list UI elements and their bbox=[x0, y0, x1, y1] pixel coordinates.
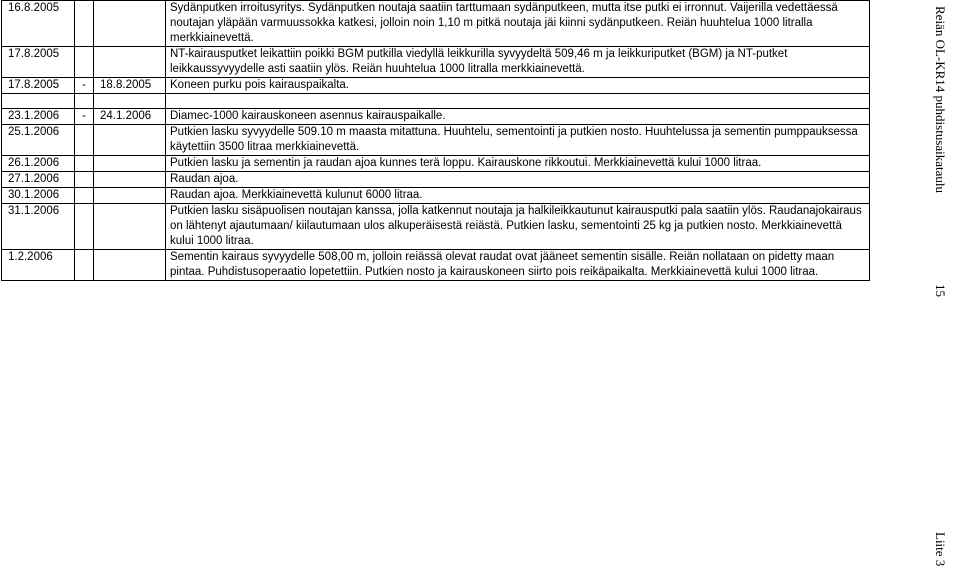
range-separator-cell bbox=[75, 47, 94, 78]
table-row bbox=[2, 172, 870, 188]
range-separator-cell bbox=[75, 204, 94, 250]
description-cell: Diamec-1000 kairauskoneen asennus kairauspaikalle. bbox=[166, 109, 870, 125]
description-cell: Raudan ajoa. Merkkiainevettä kulunut 6000 litraa. bbox=[166, 188, 870, 204]
description-cell: NT-kairausputket leikattiin poikki BGM putkilla viedyllä leikkurilla syvyydeltä 509,46 m ja leikkuriputket (BGM) ja NT-putket leikkaussyvyydelle asti saatiin ylös. Reiän huuhtelua 1000 litralla merkkiainevettä. bbox=[166, 47, 870, 78]
end-date-cell bbox=[94, 250, 166, 281]
range-separator-cell bbox=[75, 172, 94, 188]
description-cell: Putkien lasku sisäpuolisen noutajan kanssa, jolla katkennut noutaja ja halkileikkautunut kairausputki pala saatiin ylös. Raudanajokairaus on lähtenyt ajautumaan/ kiilautumaan ulos alkuperäisestä reiästä. Putkien lasku, sementointi 25 kg ja putkien nosto. Merkkiainevettä kului 1000 litraa. bbox=[166, 204, 870, 250]
description-cell: Sementin kairaus syvyydelle 508,00 m, jolloin reiässä olevat raudat ovat jääneet sementin sisälle. Reiän nollataan on pidetty maan pintaa. Puhdistusoperaatio lopetettiin. Putkien nosto ja kairauskoneen siirto pois reikäpaikalta. Merkkiainevettä kului 1000 litraa. bbox=[166, 250, 870, 281]
end-date-cell bbox=[94, 204, 166, 250]
description-cell: Putkien lasku ja sementin ja raudan ajoa kunnes terä loppu. Kairauskone rikkoutui. Merkkiainevettä kului 1000 litraa. bbox=[166, 156, 870, 172]
range-separator-cell bbox=[75, 1, 94, 47]
range-separator-cell: - bbox=[75, 109, 94, 125]
log-body bbox=[2, 1, 870, 281]
table-row bbox=[2, 204, 870, 250]
end-date-cell: 24.1.2006 bbox=[94, 109, 166, 125]
start-date-cell: 30.1.2006 bbox=[2, 188, 75, 204]
description-cell: Sydänputken irroitusyritys. Sydänputken noutaja saatiin tarttumaan sydänputkeen, mutta itse putki ei irronnut. Vaijerilla vedettäessä noutajan yläpään varmuussokka katkesi, jolloin noin 1,10 m pitkä noutaja jäi kiinni sydänputkeen. Reiän huuhtelua 1000 litralla merkkiainevettä. bbox=[166, 1, 870, 47]
document-title: Reiän OL-KR14 puhdistusaikataulu bbox=[933, 6, 948, 194]
description-cell: Koneen purku pois kairauspaikalta. bbox=[166, 78, 870, 94]
start-date-cell: 25.1.2006 bbox=[2, 125, 75, 156]
drilling-log-table bbox=[1, 0, 870, 281]
start-date-cell: 23.1.2006 bbox=[2, 109, 75, 125]
range-separator-cell: - bbox=[75, 78, 94, 94]
start-date-cell: 17.8.2005 bbox=[2, 78, 75, 94]
range-separator-cell bbox=[75, 156, 94, 172]
range-separator-cell bbox=[75, 94, 94, 109]
table-row bbox=[2, 94, 870, 109]
range-separator-cell bbox=[75, 188, 94, 204]
appendix-label: Liite 3 bbox=[933, 532, 948, 567]
start-date-cell: 27.1.2006 bbox=[2, 172, 75, 188]
range-separator-cell bbox=[75, 125, 94, 156]
end-date-cell bbox=[94, 188, 166, 204]
end-date-cell bbox=[94, 94, 166, 109]
table-row bbox=[2, 47, 870, 78]
end-date-cell bbox=[94, 156, 166, 172]
table-row bbox=[2, 188, 870, 204]
description-cell bbox=[166, 94, 870, 109]
table-row bbox=[2, 1, 870, 47]
start-date-cell: 1.2.2006 bbox=[2, 250, 75, 281]
start-date-cell: 16.8.2005 bbox=[2, 1, 75, 47]
end-date-cell bbox=[94, 125, 166, 156]
start-date-cell: 26.1.2006 bbox=[2, 156, 75, 172]
start-date-cell: 17.8.2005 bbox=[2, 47, 75, 78]
table-row bbox=[2, 109, 870, 125]
table-row bbox=[2, 78, 870, 94]
range-separator-cell bbox=[75, 250, 94, 281]
description-cell: Putkien lasku syvyydelle 509.10 m maasta mitattuna. Huuhtelu, sementointi ja putkien nosto. Huuhtelussa ja sementin pumppauksessa käytettiin 3500 litraa merkkiainevettä. bbox=[166, 125, 870, 156]
table-row bbox=[2, 250, 870, 281]
table-row bbox=[2, 125, 870, 156]
page-number: 15 bbox=[933, 284, 948, 297]
end-date-cell bbox=[94, 172, 166, 188]
end-date-cell bbox=[94, 47, 166, 78]
end-date-cell bbox=[94, 1, 166, 47]
end-date-cell: 18.8.2005 bbox=[94, 78, 166, 94]
table-row bbox=[2, 156, 870, 172]
start-date-cell bbox=[2, 94, 75, 109]
start-date-cell: 31.1.2006 bbox=[2, 204, 75, 250]
description-cell: Raudan ajoa. bbox=[166, 172, 870, 188]
